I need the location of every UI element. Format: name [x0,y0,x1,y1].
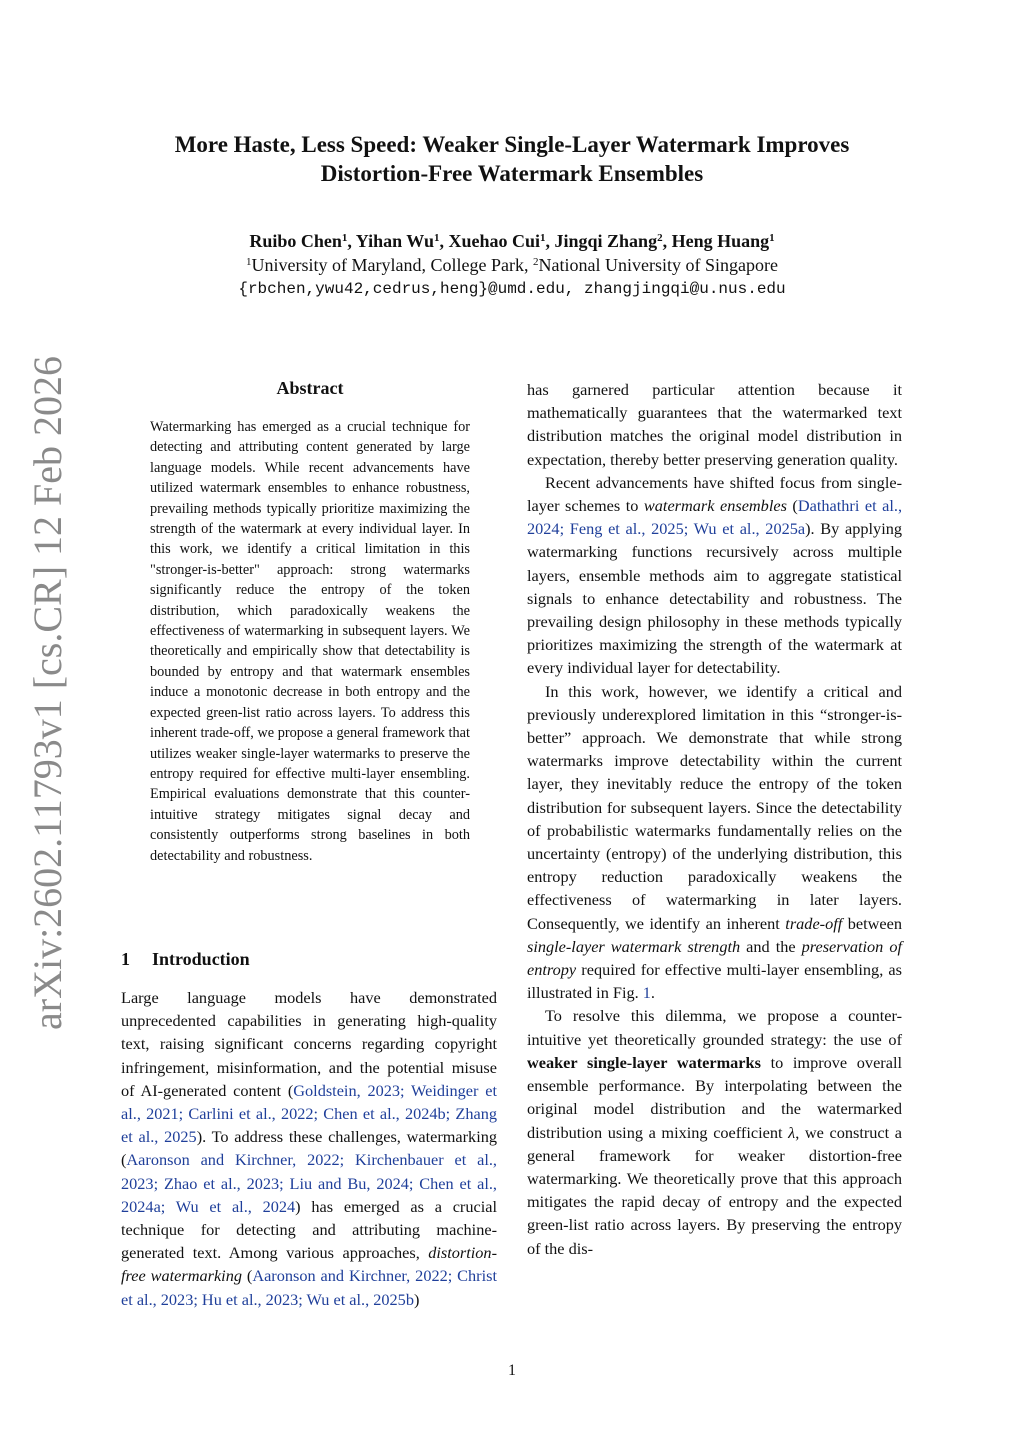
body-text: . [650,983,655,1003]
emphasis-text: preservation of entropy [527,936,903,980]
citation-link[interactable]: Dathathri et al., 2024; Feng et al., 2025; Wu et al., 2025a [527,496,903,539]
body-text: ) [413,1289,420,1309]
right-column [527,378,902,1260]
affiliations [100,253,924,277]
paragraph [527,1004,902,1259]
bold-text: weaker single-layer watermarks [527,1052,761,1072]
section-title: Introduction [152,949,250,969]
abstract-text: Watermarking has emerged as a crucial technique for detecting and attributing content generated by large language models. While recent advancements have utilized watermark ensembles to enhance robustness, prevailing methods typically prioritize maximizing the strength of the watermark at every individual layer. In this work, we identify a critical limitation in this "stronger-is-better" approach: strong watermarks significantly reduce the entropy of the token distribution, which paradoxically weakens the effectiveness of watermarking in subsequent layers. We theoretically and empirically show that detectability is bounded by entropy and that watermark ensembles induce a monotonic decrease in both entropy and the expected green-list ratio across layers. To address this inherent trade-off, we propose a general framework that utilizes weaker single-layer watermarks to preserve the entropy required for effective multi-layer ensembling. Empirical evaluations demonstrate that this counter-intuitive strategy mitigates signal decay and consistently outperforms strong baselines in both detectability and robustness. [150,419,470,864]
author-affiliation-mark: 1 [769,232,775,244]
section-heading [121,949,497,970]
author-name: Jingqi Zhang [554,231,658,251]
body-text: ( [241,1266,253,1286]
author-affiliation-mark: 1 [341,232,348,244]
page-number: 1 [508,1362,516,1379]
emphasis-text: distortion-free watermarking [121,1243,497,1286]
author-name: Yihan Wu [355,231,434,251]
affiliation-mark: 2 [533,256,539,268]
paragraph: has garnered particular attention because it mathematically guarantees that the watermarked text distribution matches the original model distribution in expectation, thereby better preserving generation quality. [527,380,902,469]
body-text: and the [740,936,802,956]
body-text: between [842,913,903,933]
emphasis-text: single-layer watermark strength [527,936,741,956]
affiliation: National University of Singapore [538,255,778,275]
author-emails: {rbchen,ywu42,cedrus,heng}@umd.edu, zhangjingqi@u.nus.edu [238,280,786,298]
body-text: required for effective multi-layer ensembling, as illustrated in Fig. [527,960,902,1003]
author-names: Ruibo Chen$^1$, Yihan Wu$^1$, Xuehao Cui$^1$, Jingqi Zhang$^2$, Heng Huang$^1$ [249,231,775,251]
title-line-1: More Haste, Less Speed: Weaker Single-Layer Watermark Improves [174,132,850,157]
emphasis-text: trade-off [785,913,843,933]
body-text: ( [786,496,798,516]
author-affiliation-mark: 2 [657,232,663,244]
abstract-heading: Abstract [276,378,344,398]
affiliation-mark: 1 [246,256,252,268]
paragraph [527,680,902,1005]
body-text: , we construct a general framework for weaker distortion-free watermarking. We theoretically prove that this approach mitigates the rapid decay of entropy and the expected green-list ratio across layers. By preserving the entropy of the dis- [527,1122,902,1258]
author-affiliation-mark: 1 [540,232,546,244]
body-text: ) has emerged as a crucial technique for detecting and attributing machine-generated text. Among various approaches, [121,1196,497,1263]
paper-title [100,130,924,188]
body-text: ). By applying watermarking functions recursively across multiple layers, ensemble methods aim to aggregate statistical signals to enhance detectability and robustness. The prevailing design philosophy in these methods typically prioritizes maximizing the strength of the watermark at every individual layer for detectability. [527,519,902,678]
author-affiliation-mark: 1 [433,232,440,244]
citation-link[interactable]: Aaronson and Kirchner, 2022; Kirchenbauer et al., 2023; Zhao et al., 2023; Liu and Bu, 2024; Chen et al., 2024a; Wu et al., 2024 [121,1150,497,1216]
author-block [100,229,924,301]
body-text: Recent advancements have shifted focus from single-layer schemes to [527,472,902,516]
body-text: Large language models have demonstrated unprecedented capabilities in generating high-quality text, raising significant concerns regarding copyright infringement, misinformation, and the potential misuse of AI-generated content ( [121,988,497,1100]
title-line-2: Distortion-Free Watermark Ensembles [320,161,704,186]
author-name: Ruibo Chen [249,231,342,251]
arxiv-stamp: arXiv:2602.11793v1 [cs.CR] 12 Feb 2026 [25,355,70,1030]
author-name: Xuehao Cui [448,231,541,251]
author-name: Heng Huang [671,231,770,251]
citation-link[interactable]: Goldstein, 2023; Weidinger et al., 2021; Carlini et al., 2022; Chen et al., 2024b; Zhang et al., 2025 [121,1080,498,1147]
body-text: In this work, however, we identify a critical and previously underexplored limitation in this “stronger-is-better” approach. We demonstrate that while strong watermarks improve detectability within the current layer, they inevitably reduce the entropy of the token distribution for subsequent layers. Since the detectability of probabilistic watermarks fundamentally relies on the uncertainty (entropy) of the underlying distribution, this entropy reduction paradoxically weakens the effectiveness of watermarking in later layers. Consequently, we identify an inherent [527,681,902,933]
body-text: to improve overall ensemble performance. By interpolating between the original model distribution and the watermarked distribution using a mixing coefficient [527,1052,902,1142]
introduction-paragraph [121,986,497,1311]
body-text: ). To address these challenges, watermarking ( [121,1127,497,1170]
citation-link[interactable]: Aaronson and Kirchner, 2022; Christ et al., 2023; Hu et al., 2023; Wu et al., 2025b [121,1266,497,1309]
section-number: 1 [121,949,130,969]
figure-reference-link[interactable]: 1 [642,983,651,1003]
body-text: To resolve this dilemma, we propose a counter-intuitive yet theoretically grounded strategy: the use of [527,1006,902,1049]
math-symbol: λ [788,1122,796,1142]
affiliation: University of Maryland, College Park, [251,255,529,275]
emphasis-text: watermark ensembles [643,496,787,516]
paragraph [527,471,902,680]
